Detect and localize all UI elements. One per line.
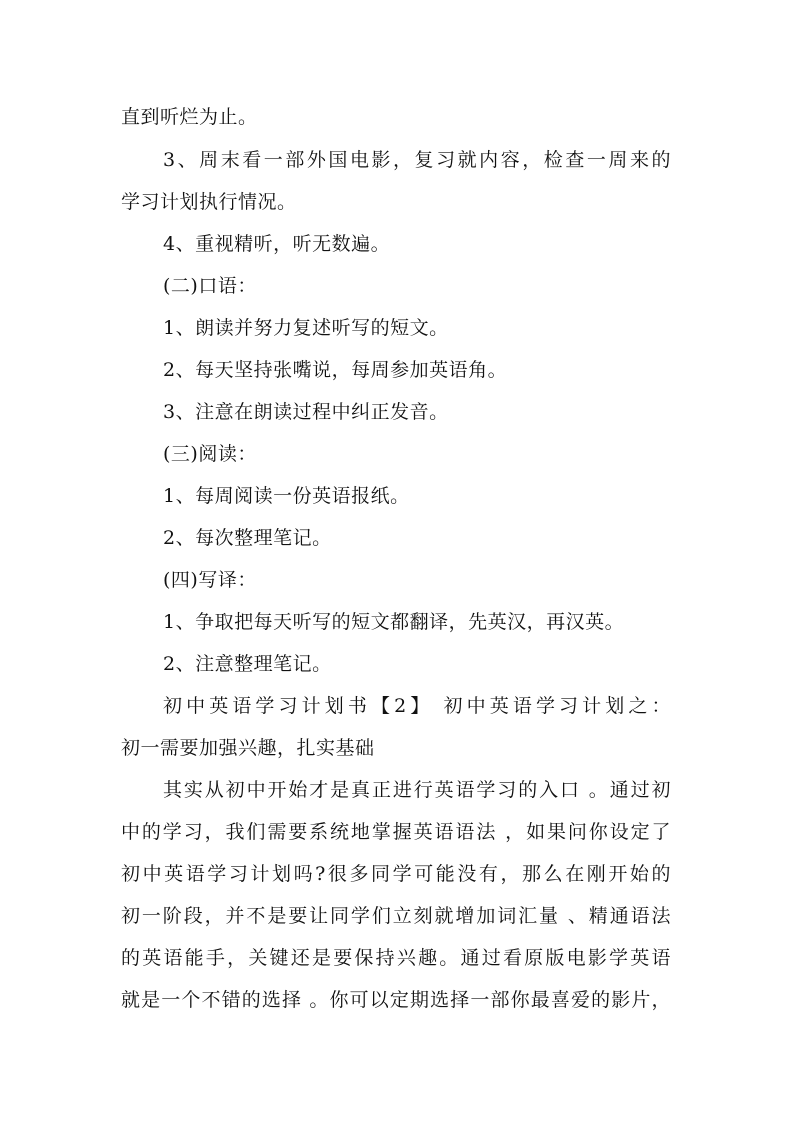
text-line: 4、重视精听，听无数遍。	[163, 233, 391, 255]
text-line: 1、每周阅读一份英语报纸。	[163, 485, 410, 507]
text-line: 初一阶段，并不是要让同学们立刻就增加词汇量 、精通语法	[121, 905, 671, 927]
section-heading: (二)口语：	[163, 275, 257, 297]
text-line: 直到听烂为止。	[121, 106, 258, 128]
text-line: 2、每天坚持张嘴说，每周参加英语角。	[163, 359, 508, 381]
text-line: 1、朗读并努力复述听写的短文。	[163, 317, 449, 339]
section-heading: (四)写译：	[163, 569, 257, 591]
text-line: 就是一个不错的选择 。你可以定期选择一部你最喜爱的影片，	[121, 989, 671, 1011]
text-line: 学习计划执行情况。	[121, 191, 297, 213]
section-heading: (三)阅读：	[163, 443, 257, 465]
text-line: 3、周末看一部外国电影，复习就内容，检查一周来的	[163, 149, 671, 171]
text-line: 的英语能手，关键还是要保持兴趣。通过看原版电影学英语	[121, 947, 671, 969]
text-line: 3、注意在朗读过程中纠正发音。	[163, 401, 449, 423]
text-line: 1、争取把每天听写的短文都翻译，先英汉，再汉英。	[163, 611, 625, 633]
text-line: 2、每次整理笔记。	[163, 527, 332, 549]
text-line: 2、注意整理笔记。	[163, 653, 332, 675]
title-line: 初一需要加强兴趣，扎实基础	[121, 737, 375, 759]
text-line: 初中英语学习计划吗?很多同学可能没有，那么在刚开始的	[121, 863, 671, 885]
text-line: 其实从初中开始才是真正进行英语学习的入口 。通过初	[163, 779, 671, 801]
title-line: 初中英语学习计划书【2】 初中英语学习计划之：	[163, 695, 671, 717]
text-line: 中的学习，我们需要系统地掌握英语语法 ，如果问你设定了	[121, 821, 671, 843]
